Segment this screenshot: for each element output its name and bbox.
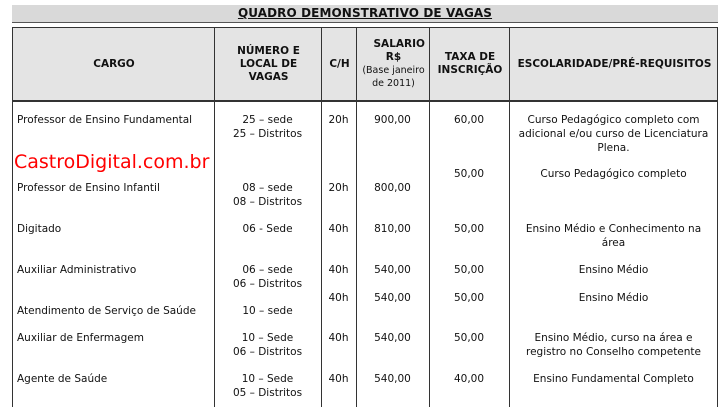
row-taxa: 50,00 <box>453 264 485 276</box>
row-vagas-2: 06 – Distritos <box>232 278 303 290</box>
row-cargo: Digitado <box>17 223 62 235</box>
table-header <box>12 27 718 101</box>
table-border-left <box>12 27 13 407</box>
row-cargo: Atendimento de Serviço de Saúde <box>17 305 196 317</box>
row-salario: 810,00 <box>374 223 411 235</box>
header-escolaridade: ESCOLARIDADE/PRÉ-REQUISITOS <box>517 57 712 70</box>
row-vagas-2: 06 – Distritos <box>232 346 303 358</box>
header-ch: C/H <box>329 57 350 70</box>
row-cargo: Professor de Ensino Fundamental <box>17 114 193 126</box>
row-escolaridade-2: adicional e/ou curso de Licenciatura <box>518 128 709 140</box>
row-escolaridade-3: Plena. <box>597 142 630 154</box>
row-vagas-1: 10 – sede <box>242 305 293 317</box>
row-taxa: 40,00 <box>453 373 485 385</box>
row-ch: 40h <box>328 223 349 235</box>
row-ch: 20h <box>328 114 349 126</box>
row-escolaridade-1: Curso Pedagógico completo <box>540 168 687 180</box>
header-vagas: NÚMERO E LOCAL DE VAGAS <box>237 44 300 83</box>
row-vagas-2: 08 – Distritos <box>232 196 303 208</box>
header-bottom-line <box>12 101 718 102</box>
row-taxa: 50,00 <box>453 223 485 235</box>
table-title: QUADRO DEMONSTRATIVO DE VAGAS <box>12 5 718 23</box>
row-escolaridade-2: área <box>601 237 626 249</box>
row-salario: 900,00 <box>374 114 411 126</box>
column-divider <box>356 27 357 407</box>
row-cargo: Auxiliar de Enfermagem <box>17 332 144 344</box>
row-vagas-1: 08 – sede <box>242 182 293 194</box>
row-cargo: Auxiliar Administrativo <box>17 264 137 276</box>
watermark-text: CastroDigital.com.br <box>14 151 210 173</box>
row-cargo: Professor de Ensino Infantil <box>17 182 160 194</box>
row-ch: 20h <box>328 182 349 194</box>
row-escolaridade-1: Curso Pedagógico completo com <box>527 114 700 126</box>
row-vagas-1: 25 – sede <box>242 114 293 126</box>
row-escolaridade-1: Ensino Médio, curso na área e <box>534 332 693 344</box>
row-ch: 40h <box>328 264 349 276</box>
row-salario: 540,00 <box>374 373 411 385</box>
row-escolaridade-1: Ensino Fundamental Completo <box>533 373 694 385</box>
row-escolaridade-1: Ensino Médio e Conhecimento na <box>525 223 702 235</box>
row-vagas-1: 06 – sede <box>242 264 293 276</box>
row-cargo: Agente de Saúde <box>17 373 108 385</box>
row-taxa: 50,00 <box>453 332 485 344</box>
row-ch: 40h <box>328 332 349 344</box>
row-salario: 540,00 <box>374 332 411 344</box>
header-taxa: TAXA DE INSCRIÇÃO <box>437 51 503 76</box>
row-escolaridade-2: registro no Conselho competente <box>525 346 701 358</box>
row-taxa: 50,00 <box>453 292 485 304</box>
row-salario: 540,00 <box>374 292 411 304</box>
row-salario: 800,00 <box>374 182 411 194</box>
row-vagas-1: 10 – Sede <box>241 373 294 385</box>
row-ch: 40h <box>328 292 349 304</box>
row-ch: 40h <box>328 373 349 385</box>
header-salario-title: SALARIO R$ <box>373 38 425 63</box>
row-escolaridade-1: Ensino Médio <box>578 292 649 304</box>
header-salario-note: (Base janeiro de 2011) <box>362 65 425 89</box>
row-escolaridade-1: Ensino Médio <box>578 264 649 276</box>
row-taxa: 60,00 <box>453 114 485 126</box>
row-vagas-2: 05 – Distritos <box>232 387 303 399</box>
column-divider <box>429 27 430 407</box>
row-vagas-1: 10 – Sede <box>241 332 294 344</box>
header-salario <box>357 28 430 100</box>
column-divider <box>321 27 322 407</box>
row-vagas-2: 25 – Distritos <box>232 128 303 140</box>
header-cargo: CARGO <box>93 57 135 70</box>
row-vagas-1: 06 - Sede <box>242 223 293 235</box>
row-salario: 540,00 <box>374 264 411 276</box>
row-taxa: 50,00 <box>453 168 485 180</box>
